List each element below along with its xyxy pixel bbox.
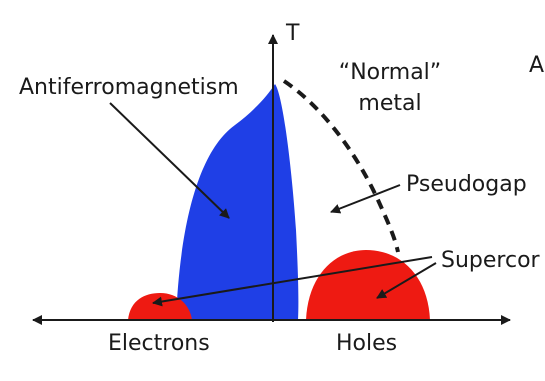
pseudogap-pointer-arrow [331,185,400,212]
holes-axis-label: Holes [336,331,398,356]
electrons-axis-label: Electrons [108,331,210,356]
temperature-axis-label: T [286,21,300,46]
pseudogap-label: Pseudogap [406,172,527,197]
antiferromagnetism-region [176,84,298,320]
normal-metal-label-line2: metal [358,91,422,116]
superconductivity-label: Supercor [441,248,540,273]
antiferromagnetism-label: Antiferromagnetism [19,75,239,100]
normal-metal-label-line1: “Normal” [338,60,442,85]
panel-letter: A [529,53,545,78]
